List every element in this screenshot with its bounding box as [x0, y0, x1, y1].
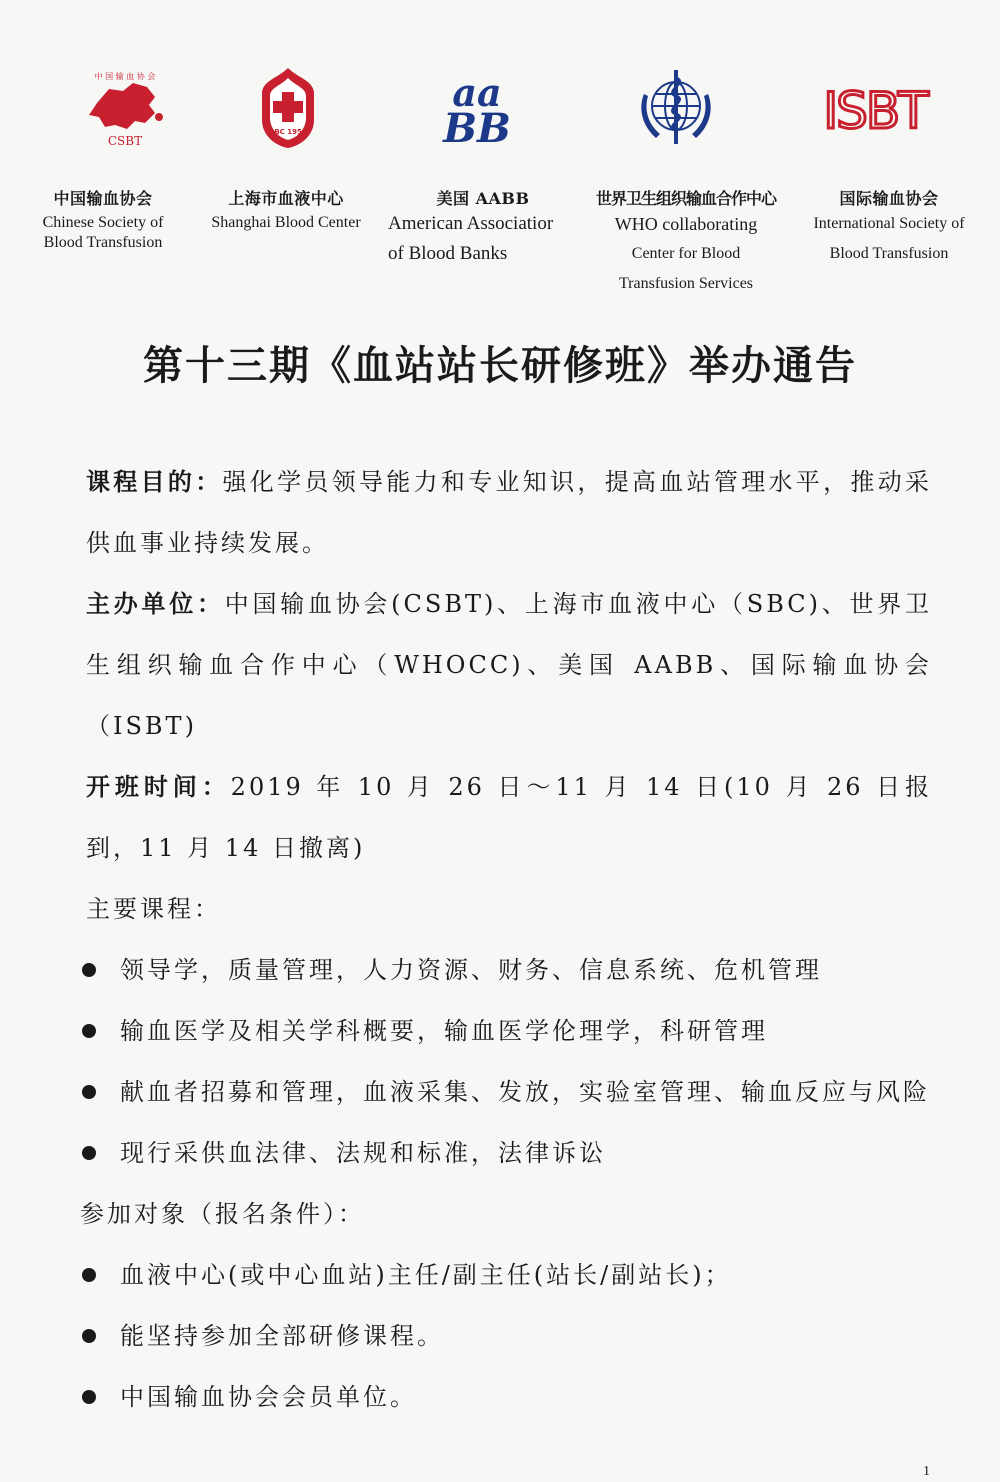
participant-item-text: 血液中心(或中心血站)主任/副主任(站长/副站长)；: [120, 1261, 732, 1289]
aabb-logo: [432, 62, 522, 154]
participant-item-text: 中国输血协会会员单位。: [120, 1383, 417, 1411]
svg-text:aa: aa: [452, 70, 502, 115]
isbt-logo: [810, 62, 940, 154]
org-who: [586, 186, 786, 299]
org-who-en3: Transfusion Services: [618, 275, 754, 292]
bullet-icon: [82, 1024, 96, 1038]
org-aabb: [388, 186, 578, 269]
participants-heading: 参加对象（报名条件）：: [80, 1200, 365, 1228]
schedule-text: 2019 年 10 月 26 日～11 月 14 日(10 月 26 日报到，11 月 14 日撤离): [86, 773, 933, 862]
org-aabb-en2: of Blood Banks: [388, 243, 508, 264]
isbt-logo-text: ISBT: [823, 82, 927, 138]
page-number: 1: [923, 1464, 930, 1479]
participant-item: [82, 1306, 932, 1367]
courses-heading: 主要课程：: [86, 895, 221, 923]
courses-list: [86, 940, 932, 1184]
participants-list: [86, 1245, 932, 1428]
org-aabb-cn: 美国 AABB: [436, 189, 530, 208]
org-sbc-en1: Shanghai Blood Center: [211, 214, 361, 231]
course-item: [82, 940, 932, 1001]
aabb-logo-text: BB: [443, 105, 511, 146]
bullet-icon: [82, 1268, 96, 1282]
org-csbt-cn: 中国输血协会: [53, 189, 153, 208]
course-item-text: 献血者招募和管理，血液采集、发放，实验室管理、输血反应与风险: [120, 1078, 930, 1106]
org-csbt: [30, 186, 176, 253]
bullet-icon: [82, 963, 96, 977]
csbt-logo-text: CSBT: [107, 134, 143, 148]
purpose-label: 课程目的：: [86, 468, 223, 496]
org-sbc: [196, 186, 376, 233]
schedule-label: 开班时间：: [86, 773, 231, 801]
course-item-text: 输血医学及相关学科概要，输血医学伦理学，科研管理: [120, 1017, 768, 1045]
bullet-icon: [82, 1329, 96, 1343]
who-logo: [626, 62, 726, 154]
host-text: 中国输血协会(CSBT)、上海市血液中心（SBC)、世界卫生组织输血合作中心（WHOCC)、美国 AABB、国际输血协会（ISBT): [86, 590, 932, 740]
purpose-paragraph: [86, 452, 932, 574]
purpose-text: 强化学员领导能力和专业知识，提高血站管理水平，推动采供血事业持续发展。: [86, 468, 932, 557]
participant-item: [82, 1367, 932, 1428]
org-aabb-en1: American Associatior: [388, 213, 554, 234]
notice-title: 第十三期《血站站长研修班》举办通告: [143, 343, 857, 389]
course-item: [82, 1123, 932, 1184]
participant-item-text: 能坚持参加全部研修课程。: [120, 1322, 444, 1350]
course-item-text: 现行采供血法律、法规和标准，法律诉讼: [120, 1139, 606, 1167]
svg-text:中 国 输 血 协 会: 中 国 输 血 协 会: [94, 72, 156, 81]
schedule-paragraph: [86, 757, 932, 879]
org-who-en1: WHO collaborating: [614, 214, 758, 234]
org-isbt: [796, 186, 982, 269]
sbc-logo-text: SBC 1951: [269, 128, 307, 136]
org-isbt-en2: Blood Transfusion: [829, 245, 949, 262]
org-isbt-en1: International Society of: [813, 215, 965, 232]
bullet-icon: [82, 1146, 96, 1160]
org-sbc-cn: 上海市血液中心: [228, 189, 344, 208]
host-label: 主办单位：: [86, 590, 225, 618]
bullet-icon: [82, 1390, 96, 1404]
sbc-logo: [248, 62, 328, 154]
csbt-logo: [70, 62, 180, 154]
notice-body: [80, 452, 933, 1428]
course-item: [82, 1062, 932, 1123]
org-who-cn: 世界卫生组织输血合作中心: [595, 189, 776, 208]
bullet-icon: [82, 1085, 96, 1099]
org-csbt-en1: Chinese Society of: [42, 214, 164, 231]
org-who-en2: Center for Blood: [631, 245, 741, 262]
org-csbt-en2: Blood Transfusion: [43, 234, 163, 251]
participant-item: [82, 1245, 932, 1306]
host-paragraph: [86, 574, 932, 757]
course-item: [82, 1001, 932, 1062]
course-item-text: 领导学，质量管理，人力资源、财务、信息系统、危机管理: [120, 956, 822, 984]
org-isbt-cn: 国际输血协会: [839, 189, 939, 208]
